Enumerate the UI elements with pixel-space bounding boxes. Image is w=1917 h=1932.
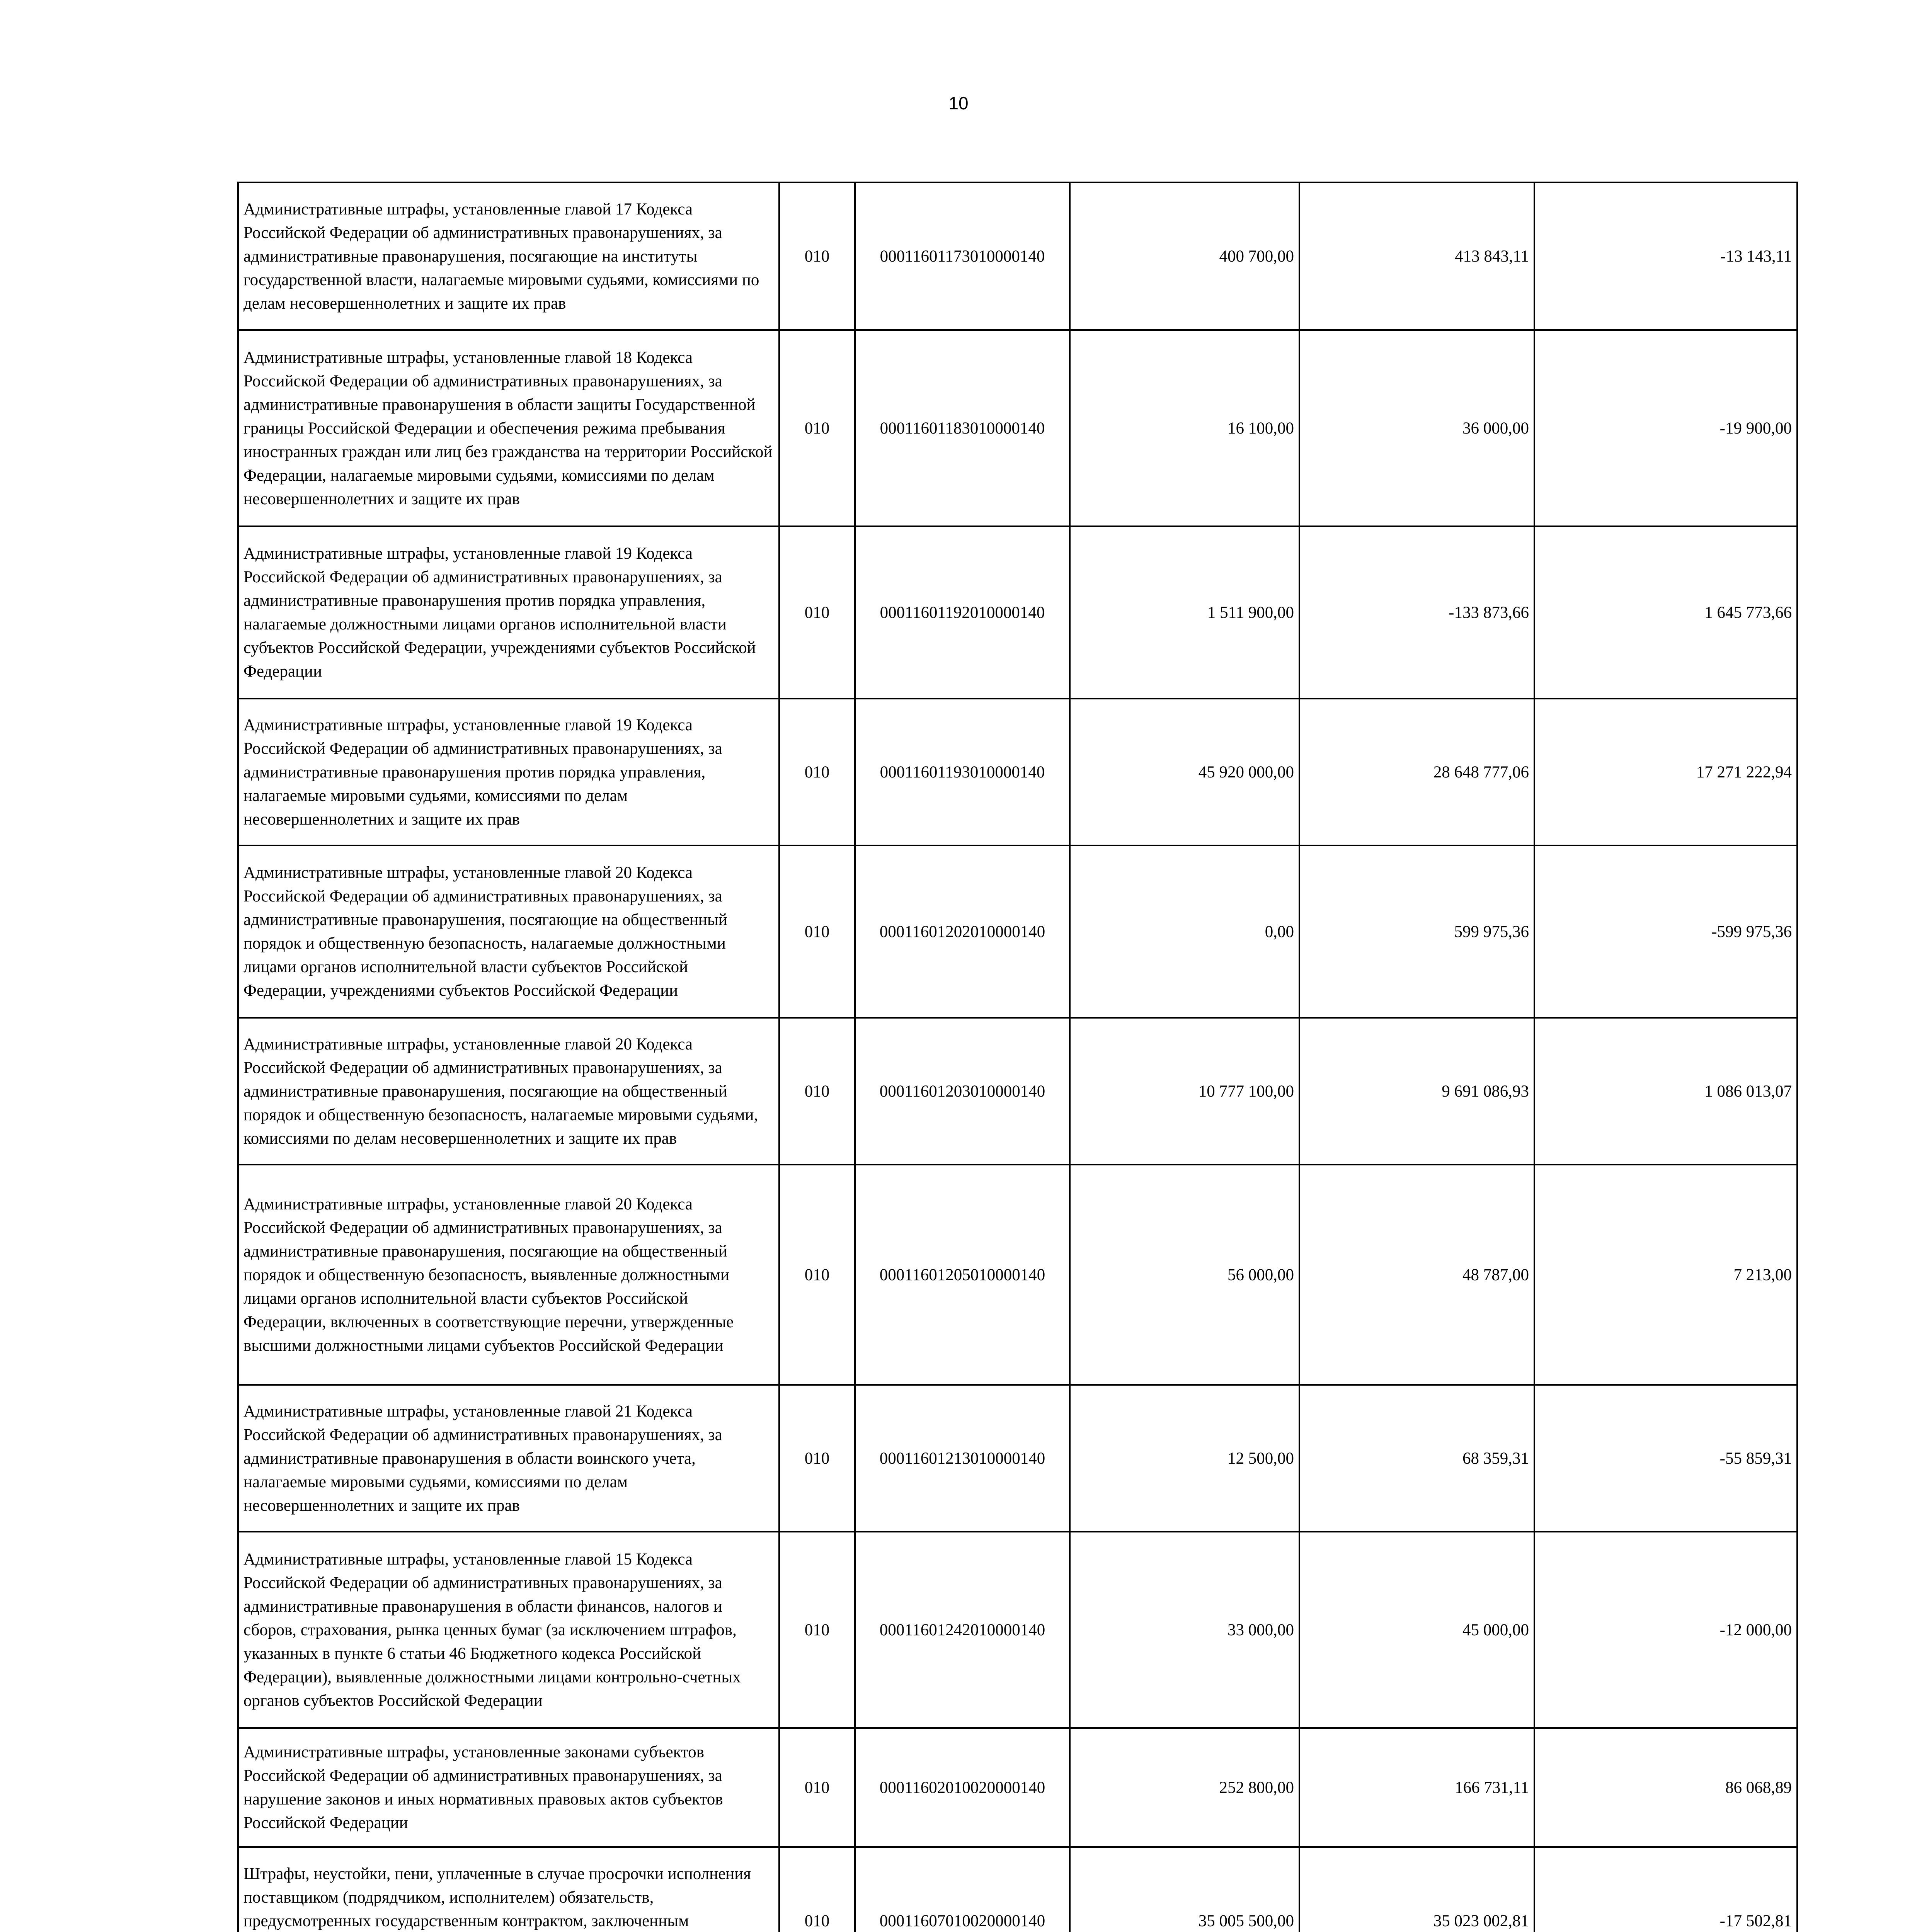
- row-executed-amount: 35 023 002,81: [1299, 1847, 1534, 1932]
- row-budget-classification-code: 00011601193010000140: [855, 699, 1070, 845]
- table-row: [238, 1165, 1797, 1385]
- table-row: [238, 526, 1797, 699]
- row-admin-code: 010: [779, 330, 855, 526]
- row-admin-code: 010: [779, 526, 855, 699]
- row-unexecuted-amount: -12 000,00: [1534, 1532, 1797, 1728]
- row-approved-amount: 33 000,00: [1070, 1532, 1299, 1728]
- row-approved-amount: 400 700,00: [1070, 182, 1299, 330]
- table-row: [238, 845, 1797, 1018]
- row-approved-amount: 0,00: [1070, 845, 1299, 1018]
- row-admin-code: 010: [779, 1018, 855, 1165]
- row-description: Административные штрафы, установленные законами субъектов Российской Федерации об административных правонарушениях, за нарушение законов и иных нормативных правовых актов субъектов Российской Федерации: [238, 1728, 779, 1847]
- row-budget-classification-code: 00011601192010000140: [855, 526, 1070, 699]
- row-approved-amount: 45 920 000,00: [1070, 699, 1299, 845]
- row-admin-code: 010: [779, 182, 855, 330]
- row-unexecuted-amount: -55 859,31: [1534, 1385, 1797, 1532]
- row-admin-code: 010: [779, 1728, 855, 1847]
- table-row: [238, 1847, 1797, 1932]
- row-admin-code: 010: [779, 845, 855, 1018]
- row-executed-amount: 28 648 777,06: [1299, 699, 1534, 845]
- row-unexecuted-amount: -17 502,81: [1534, 1847, 1797, 1932]
- row-budget-classification-code: 00011601183010000140: [855, 330, 1070, 526]
- row-executed-amount: 9 691 086,93: [1299, 1018, 1534, 1165]
- row-approved-amount: 1 511 900,00: [1070, 526, 1299, 699]
- row-budget-classification-code: 00011601205010000140: [855, 1165, 1070, 1385]
- row-description: Административные штрафы, установленные главой 19 Кодекса Российской Федерации об административных правонарушениях, за административные правонарушения против порядка управления, налагаемые должностными лицами органов исполнительной власти субъектов Российской Федерации, учреждениями субъектов Российской Федерации: [238, 526, 779, 699]
- row-approved-amount: 16 100,00: [1070, 330, 1299, 526]
- table-row: [238, 1532, 1797, 1728]
- row-budget-classification-code: 00011601242010000140: [855, 1532, 1070, 1728]
- row-description: Штрафы, неустойки, пени, уплаченные в случае просрочки исполнения поставщиком (подрядчиком, исполнителем) обязательств, предусмотренных государственным контрактом, заключенным: [238, 1847, 779, 1932]
- row-unexecuted-amount: 17 271 222,94: [1534, 699, 1797, 845]
- row-description: Административные штрафы, установленные главой 17 Кодекса Российской Федерации об административных правонарушениях, за административные правонарушения, посягающие на институты государственной власти, налагаемые мировыми судьями, комиссиями по делам несовершеннолетних и защите их прав: [238, 182, 779, 330]
- row-description: Административные штрафы, установленные главой 20 Кодекса Российской Федерации об административных правонарушениях, за административные правонарушения, посягающие на общественный порядок и общественную безопасность, налагаемые мировыми судьями, комиссиями по делам несовершеннолетних и защите их прав: [238, 1018, 779, 1165]
- row-unexecuted-amount: 1 086 013,07: [1534, 1018, 1797, 1165]
- row-description: Административные штрафы, установленные главой 21 Кодекса Российской Федерации об административных правонарушениях, за административные правонарушения в области воинского учета, налагаемые мировыми судьями, комиссиями по делам несовершеннолетних и защите их прав: [238, 1385, 779, 1532]
- row-executed-amount: 48 787,00: [1299, 1165, 1534, 1385]
- row-description: Административные штрафы, установленные главой 18 Кодекса Российской Федерации об административных правонарушениях, за административные правонарушения в области защиты Государственной границы Российской Федерации и обеспечения режима пребывания иностранных граждан или лиц без гражданства на территории Российской Федерации, налагаемые мировыми судьями, комиссиями по делам несовершеннолетних и защите их прав: [238, 330, 779, 526]
- row-budget-classification-code: 00011602010020000140: [855, 1728, 1070, 1847]
- row-executed-amount: 166 731,11: [1299, 1728, 1534, 1847]
- row-executed-amount: -133 873,66: [1299, 526, 1534, 699]
- row-admin-code: 010: [779, 1532, 855, 1728]
- row-admin-code: 010: [779, 1385, 855, 1532]
- row-unexecuted-amount: -599 975,36: [1534, 845, 1797, 1018]
- row-approved-amount: 252 800,00: [1070, 1728, 1299, 1847]
- table-row: [238, 330, 1797, 526]
- row-description: Административные штрафы, установленные главой 15 Кодекса Российской Федерации об административных правонарушениях, за административные правонарушения в области финансов, налогов и сборов, страхования, рынка ценных бумаг (за исключением штрафов, указанных в пункте 6 статьи 46 Бюджетного кодекса Российской Федерации), выявленные должностными лицами контрольно-счетных органов субъектов Российской Федерации: [238, 1532, 779, 1728]
- row-admin-code: 010: [779, 699, 855, 845]
- table-row: [238, 182, 1797, 330]
- row-budget-classification-code: 00011601213010000140: [855, 1385, 1070, 1532]
- row-approved-amount: 56 000,00: [1070, 1165, 1299, 1385]
- table-row: [238, 1728, 1797, 1847]
- row-unexecuted-amount: 86 068,89: [1534, 1728, 1797, 1847]
- row-executed-amount: 36 000,00: [1299, 330, 1534, 526]
- row-unexecuted-amount: -19 900,00: [1534, 330, 1797, 526]
- row-approved-amount: 12 500,00: [1070, 1385, 1299, 1532]
- table-row: [238, 1018, 1797, 1165]
- row-description: Административные штрафы, установленные главой 19 Кодекса Российской Федерации об административных правонарушениях, за административные правонарушения против порядка управления, налагаемые мировыми судьями, комиссиями по делам несовершеннолетних и защите их прав: [238, 699, 779, 845]
- row-executed-amount: 68 359,31: [1299, 1385, 1534, 1532]
- table-row: [238, 699, 1797, 845]
- row-executed-amount: 413 843,11: [1299, 182, 1534, 330]
- row-executed-amount: 599 975,36: [1299, 845, 1534, 1018]
- row-budget-classification-code: 00011601203010000140: [855, 1018, 1070, 1165]
- row-approved-amount: 35 005 500,00: [1070, 1847, 1299, 1932]
- revenue-table: [237, 182, 1798, 1932]
- row-description: Административные штрафы, установленные главой 20 Кодекса Российской Федерации об административных правонарушениях, за административные правонарушения, посягающие на общественный порядок и общественную безопасность, налагаемые должностными лицами органов исполнительной власти субъектов Российской Федерации, учреждениями субъектов Российской Федерации: [238, 845, 779, 1018]
- row-description: Административные штрафы, установленные главой 20 Кодекса Российской Федерации об административных правонарушениях, за административные правонарушения, посягающие на общественный порядок и общественную безопасность, выявленные должностными лицами органов исполнительной власти субъектов Российской Федерации, включенных в соответствующие перечни, утвержденные высшими должностными лицами субъектов Российской Федерации: [238, 1165, 779, 1385]
- page-number: 10: [948, 93, 969, 113]
- table-body: [238, 182, 1797, 1932]
- table-row: [238, 1385, 1797, 1532]
- row-admin-code: 010: [779, 1847, 855, 1932]
- row-unexecuted-amount: 7 213,00: [1534, 1165, 1797, 1385]
- row-budget-classification-code: 00011607010020000140: [855, 1847, 1070, 1932]
- row-budget-classification-code: 00011601202010000140: [855, 845, 1070, 1018]
- row-unexecuted-amount: -13 143,11: [1534, 182, 1797, 330]
- row-executed-amount: 45 000,00: [1299, 1532, 1534, 1728]
- row-unexecuted-amount: 1 645 773,66: [1534, 526, 1797, 699]
- row-budget-classification-code: 00011601173010000140: [855, 182, 1070, 330]
- row-admin-code: 010: [779, 1165, 855, 1385]
- row-approved-amount: 10 777 100,00: [1070, 1018, 1299, 1165]
